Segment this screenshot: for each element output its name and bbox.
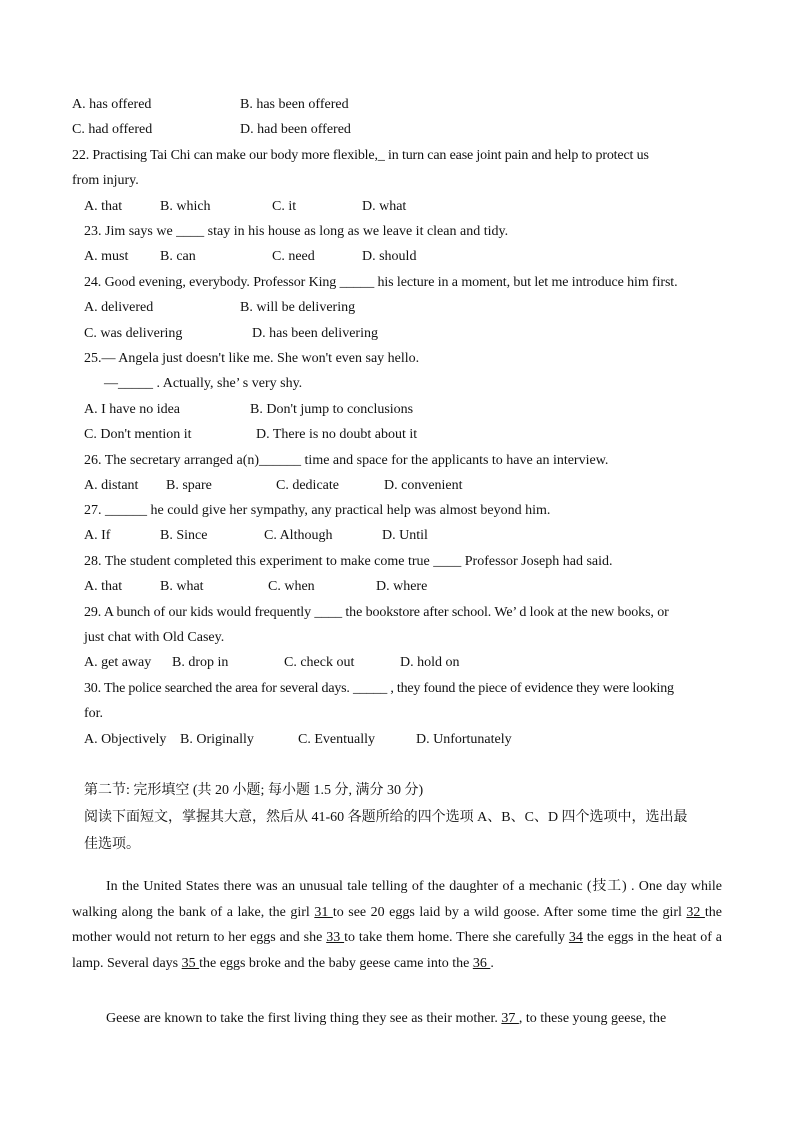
q24-stem: 24. Good evening, everybody. Professor King _____ his lecture in a moment, but let me introduce him first. — [84, 275, 678, 290]
q27-option-b: B. Since — [160, 528, 208, 543]
q22-option-a: A. that — [84, 199, 123, 214]
q28-option-c: C. when — [268, 579, 315, 594]
q22-stem-line2: from injury. — [72, 173, 139, 188]
q29-option-d: D. hold on — [400, 655, 460, 670]
q26-option-c: C. dedicate — [276, 478, 339, 493]
q27-stem: 27. ______ he could give her sympathy, any practical help was almost beyond him. — [84, 503, 551, 518]
q22-option-d: D. what — [362, 199, 407, 214]
q24-option-c: C. was delivering — [84, 326, 183, 341]
q25-option-a: A. I have no idea — [84, 402, 181, 417]
q21-option-b: B. has been offered — [240, 97, 349, 112]
q26-option-b: B. spare — [166, 478, 212, 493]
q24-option-b: B. will be delivering — [240, 300, 356, 315]
q26-option-d: D. convenient — [384, 478, 463, 493]
q27-option-c: C. Although — [264, 528, 333, 543]
q25-stem-line2: —_____ . Actually, she’ s very shy. — [104, 376, 303, 391]
q23-option-d: D. should — [362, 249, 417, 264]
blank-36: 36 — [472, 955, 491, 971]
q24-option-d: D. has been delivering — [252, 326, 378, 341]
q29-stem-line2: just chat with Old Casey. — [84, 630, 225, 645]
q25-option-d: D. There is no doubt about it — [256, 427, 418, 442]
q23-option-b: B. can — [160, 249, 196, 264]
q26-option-a: A. distant — [84, 478, 139, 493]
q30-option-d: D. Unfortunately — [416, 732, 512, 747]
q25-stem-line1: 25.— Angela just doesn't like me. She won't even say hello. — [84, 351, 420, 366]
blank-33: 33 — [326, 930, 345, 945]
q21-option-d: D. had been offered — [240, 122, 351, 137]
q26-stem: 26. The secretary arranged a(n)______ time and space for the applicants to have an interview. — [84, 453, 609, 468]
blank-37: 37 — [501, 1011, 519, 1026]
q28-option-d: D. where — [376, 579, 428, 594]
q21-option-c: C. had offered — [72, 122, 153, 137]
passage-paragraph-1: In the United States there was an unusual tale telling of the daughter of a mechanic (技工) . One day while walking along the bank of a lake, the girl 31 to see 20 eggs laid by a wild goose. After some time the girl 32 the mother would not return to her eggs and she 33 to take them home. There she carefully 34 the eggs in the heat of a lamp. Several days 35 the eggs broke and the baby geese came into the 36 . — [72, 879, 723, 971]
q22-option-c: C. it — [272, 199, 297, 214]
q29-option-c: C. check out — [284, 655, 355, 670]
q21-option-a: A. has offered — [72, 97, 152, 112]
q27-option-d: D. Until — [382, 528, 428, 543]
blank-31: 31 — [314, 904, 333, 920]
q22-option-b: B. which — [160, 199, 211, 214]
q28-stem: 28. The student completed this experiment to make come true ____ Professor Joseph had said. — [84, 554, 613, 569]
section2-heading: 第二节: 完形填空 (共 20 小题; 每小题 1.5 分, 满分 30 分) — [84, 783, 424, 798]
blank-32: 32 — [686, 904, 705, 920]
blank-35: 35 — [181, 955, 200, 971]
q23-option-a: A. must — [84, 249, 129, 264]
q23-option-c: C. need — [272, 249, 315, 264]
q25-option-c: C. Don't mention it — [84, 427, 192, 442]
q25-option-b: B. Don't jump to conclusions — [250, 402, 414, 417]
q30-stem-line1: 30. The police searched the area for several days. _____ , they found the piece of evidence they were looking — [84, 681, 674, 696]
q28-option-a: A. that — [84, 579, 123, 594]
q30-option-b: B. Originally — [180, 732, 254, 747]
section2-instructions-line2: 佳选项。 — [84, 837, 140, 852]
q23-stem: 23. Jim says we ____ stay in his house as long as we leave it clean and tidy. — [84, 224, 509, 239]
q24-option-a: A. delivered — [84, 300, 154, 315]
q27-option-a: A. If — [84, 528, 111, 543]
q22-stem-line1: 22. Practising Tai Chi can make our body more flexible,_ in turn can ease joint pain and help to protect us — [72, 148, 649, 163]
q30-stem-line2: for. — [84, 706, 104, 721]
q30-option-c: C. Eventually — [298, 732, 375, 747]
q29-option-a: A. get away — [84, 655, 152, 670]
q29-option-b: B. drop in — [172, 655, 229, 670]
section2-instructions-line1: 阅读下面短文，掌握其大意，然后从 41-60 各题所给的四个选项 A、B、C、D 四个选项中，选出最 — [84, 810, 688, 825]
q30-option-a: A. Objectively — [84, 732, 167, 747]
q29-stem-line1: 29. A bunch of our kids would frequently ____ the bookstore after school. We’ d look at the new books, or — [84, 605, 669, 620]
q28-option-b: B. what — [160, 579, 204, 594]
blank-34: 34 — [568, 930, 583, 945]
passage-paragraph-2: Geese are known to take the first living thing they see as their mother. 37 , to these young geese, the — [106, 1011, 667, 1026]
